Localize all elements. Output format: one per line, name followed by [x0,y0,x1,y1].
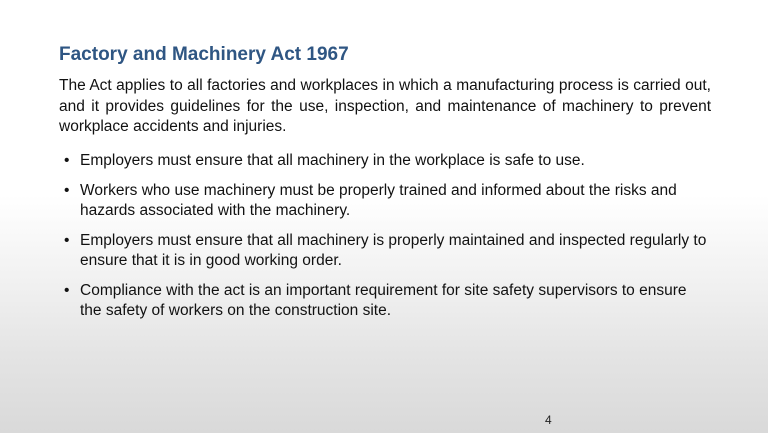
bullet-item [59,281,711,322]
page-number: 4 [545,413,552,427]
bullet-item [59,181,711,222]
bullet-text: Employers must ensure that all machinery in the workplace is safe to use. [80,152,585,169]
intro-paragraph: The Act applies to all factories and workplaces in which a manufacturing process is carried out, and it provides guidelines for the use, inspection, and maintenance of machinery to prevent workplace accidents and injuries. [59,77,711,135]
bullet-icon: • [64,152,70,169]
bullet-item [59,231,711,272]
bullet-icon: • [64,231,70,249]
bullet-text: Workers who use machinery must be properly trained and informed about the risks and hazards associated with the machinery. [80,181,677,219]
bullet-text: Employers must ensure that all machinery is properly maintained and inspected regularly to ensure that it is in good working order. [80,231,707,269]
bullet-icon: • [64,281,70,299]
bullet-item [59,151,711,172]
bullet-text: Compliance with the act is an important requirement for site safety supervisors to ensure the safety of workers on the construction site. [80,281,687,319]
bullet-list [59,151,711,331]
slide-title: Factory and Machinery Act 1967 [59,44,349,65]
bullet-icon: • [64,181,70,199]
